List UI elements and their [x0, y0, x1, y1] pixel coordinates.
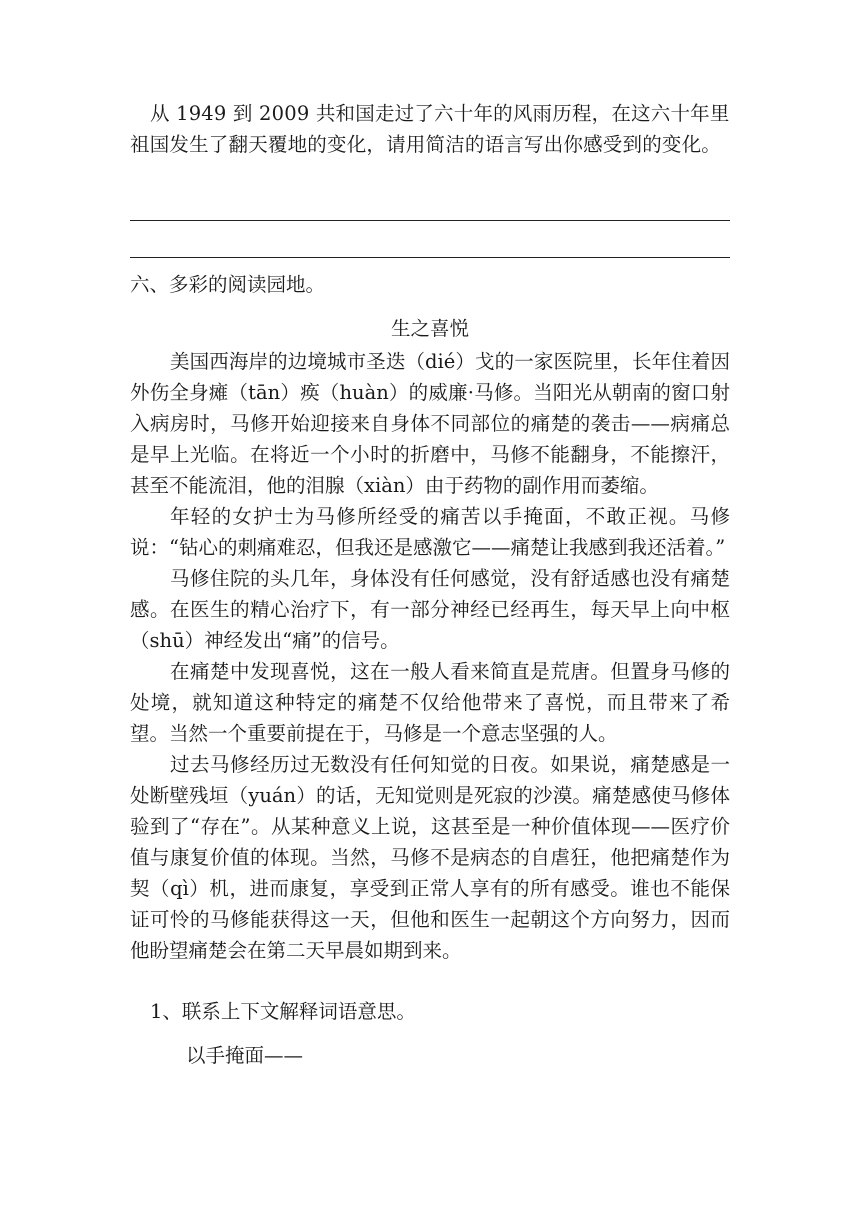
essay-paragraph-1: 美国西海岸的边境城市圣迭（dié）戈的一家医院里，长年住着因外伤全身瘫（tān）痪（huàn）的威廉·马修。当阳光从朝南的窗口射入病房时，马修开始迎接来自身体不同部位的痛楚的袭击——病痛总是早上光临。在将近一个小时的折磨中，马修不能翻身，不能擦汗，甚至不能流泪，他的泪腺（xiàn）由于药物的副作用而萎缩。: [130, 350, 730, 497]
intro-question: 从 1949 到 2009 共和国走过了六十年的风雨历程，在这六十年里祖国发生了翻天覆地的变化，请用简洁的语言写出你感受到的变化。: [130, 102, 730, 156]
question-1-term: 以手掩面——: [186, 1044, 304, 1067]
answer-line-2[interactable]: [130, 257, 730, 258]
essay-paragraph-2: 年轻的女护士为马修所经受的痛苦以手掩面，不敢正视。马修说：“钻心的刺痛难忍，但我还是感激它——痛楚让我感到我还活着。”: [130, 505, 730, 559]
essay-paragraph-3: 马修住院的头几年，身体没有任何感觉，没有舒适感也没有痛楚感。在医生的精心治疗下，有一部分神经已经再生，每天早上向中枢（shū）神经发出“痛”的信号。: [130, 567, 730, 652]
question-1-prompt: 1、联系上下文解释词语意思。: [150, 1000, 416, 1023]
essay-paragraph-5: 过去马修经历过无数没有任何知觉的日夜。如果说，痛楚感是一处断壁残垣（yuán）的话，无知觉则是死寂的沙漠。痛楚感使马修体验到了“存在”。从某种意义上说，这甚至是一种价值体现——医疗价值与康复价值的体现。当然，马修不是病态的自虐狂，他把痛楚作为契（qì）机，进而康复，享受到正常人享有的所有感受。谁也不能保证可怜的马修能获得这一天，但他和医生一起朝这个方向努力，因而他盼望痛楚会在第二天早晨如期到来。: [130, 753, 730, 962]
section-heading: 六、多彩的阅读园地。: [130, 273, 326, 296]
essay-paragraph-4: 在痛楚中发现喜悦，这在一般人看来简直是荒唐。但置身马修的处境，就知道这种特定的痛楚不仅给他带来了喜悦，而且带来了希望。当然一个重要前提在于，马修是一个意志坚强的人。: [130, 660, 730, 745]
essay-body: [130, 346, 730, 966]
answer-line-1[interactable]: [130, 220, 730, 221]
essay-title: 生之喜悦: [390, 317, 469, 340]
